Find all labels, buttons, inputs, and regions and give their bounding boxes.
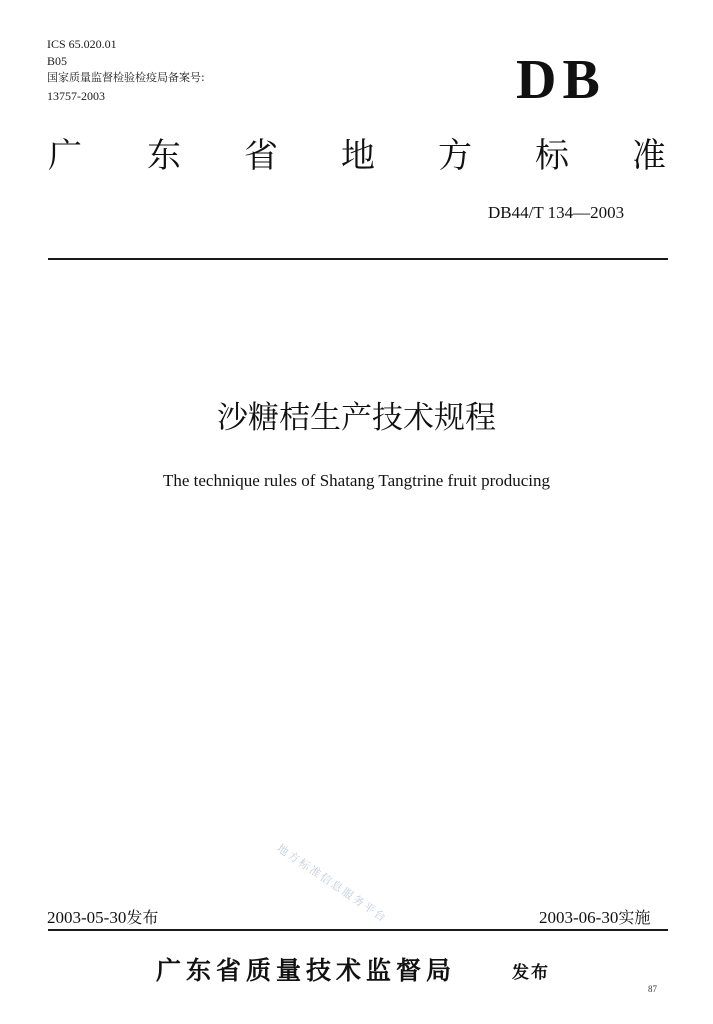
issue-date-line (47, 908, 158, 928)
effective-date: 2003-06-30 (539, 908, 619, 927)
page-number: 87 (648, 984, 657, 994)
standard-type-char: 方 (438, 136, 472, 176)
effective-date-line (539, 908, 650, 928)
footer-divider (48, 929, 668, 931)
category-code: B05 (47, 54, 68, 68)
filing-number: 13757-2003 (47, 89, 105, 103)
standard-type-char: 标 (535, 136, 569, 176)
standard-number: DB44/T 134—2003 (488, 203, 625, 222)
standard-type-char: 广 (48, 136, 82, 176)
effective-label: 实施 (618, 908, 651, 927)
publisher-name: 广东省质量技术监督局 (156, 956, 457, 985)
standard-type-char: 地 (341, 136, 375, 176)
standard-type-char: 准 (632, 136, 666, 176)
document-title-english: The technique rules of Shatang Tangtrine fruit producing (162, 471, 551, 490)
standard-type-char: 省 (244, 136, 278, 176)
header-divider (48, 258, 668, 260)
document-title-chinese: 沙糖桔生产技术规程 (217, 400, 496, 436)
issue-date: 2003-05-30 (47, 908, 127, 927)
issue-label: 发布 (126, 908, 159, 927)
watermark: 地方标准信息服务平台 (274, 841, 390, 926)
filing-label: 国家质量监督检验检疫局备案号: (47, 71, 205, 84)
publish-label: 发布 (512, 963, 550, 983)
ics-code: ICS 65.020.01 (47, 37, 117, 51)
standard-type-char: 东 (147, 136, 181, 176)
db-logo: DB (516, 49, 606, 111)
